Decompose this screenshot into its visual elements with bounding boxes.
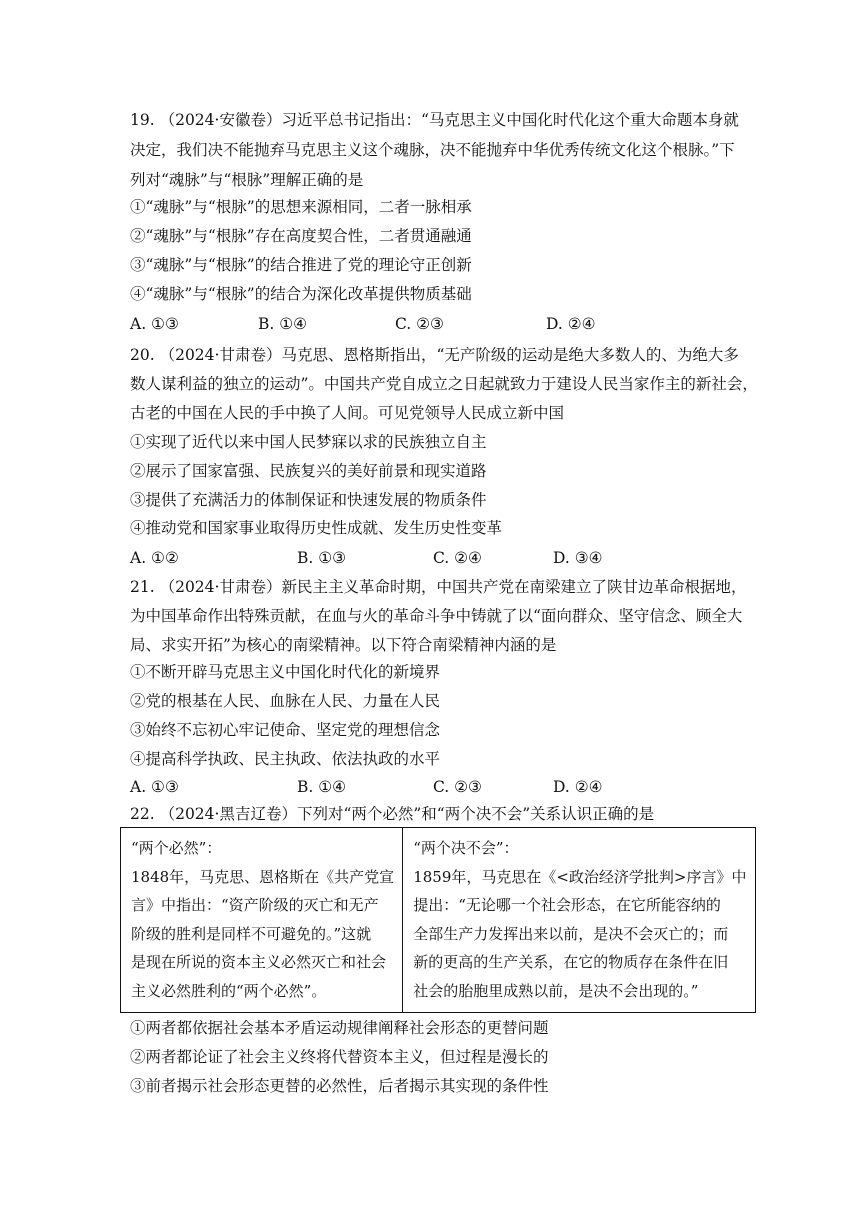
question-20-option-a: A. ①②	[130, 549, 179, 567]
table-right-line: 社会的胎胞里成熟以前，是决不会出现的。”	[413, 981, 699, 1000]
table-left-line: “两个必然”：	[131, 839, 222, 857]
table-left-line: 主义必然胜利的“两个必然”。	[131, 981, 327, 1000]
question-19-option-a: A. ①③	[130, 315, 179, 333]
question-20-option-d: D. ③④	[553, 549, 603, 567]
question-20-statement-1: ①实现了近代以来中国人民梦寐以求的民族独立自主	[130, 433, 487, 451]
question-19-stem-line-2: 决定，我们决不能抛弃马克思主义这个魂脉，决不能抛弃中华优秀传统文化这个根脉。”下	[130, 141, 735, 159]
question-21-statement-4: ④提高科学执政、民主执政、依法执政的水平	[130, 750, 441, 768]
question-21-option-a: A. ①③	[130, 778, 179, 796]
table-cell-right	[403, 828, 755, 1013]
question-21-option-b: B. ①④	[297, 778, 347, 796]
question-22-statement-3: ③前者揭示社会形态更替的必然性，后者揭示其实现的条件性	[130, 1077, 549, 1095]
question-20-stem-line-1: 20. （2024·甘肃卷）马克思、恩格斯指出，“无产阶级的运动是绝大多数人的、为绝大多	[130, 346, 739, 364]
question-19-stem-line-3: 列对“魂脉”与“根脉”理解正确的是	[130, 171, 364, 189]
question-20-statement-2: ②展示了国家富强、民族复兴的美好前景和现实道路	[130, 462, 487, 480]
question-21-stem-line-1: 21. （2024·甘肃卷）新民主主义革命时期，中国共产党在南梁建立了陕甘边革命根据地，	[130, 578, 747, 596]
question-19-stem-line-1: 19. （2024·安徽卷）习近平总书记指出：“马克思主义中国化时代化这个重大命题本身就	[130, 111, 739, 129]
table-right-line: 提出：“无论哪一个社会形态，在它所能容纳的	[413, 896, 721, 914]
question-21-stem-line-2: 为中国革命作出特殊贡献，在血与火的革命斗争中铸就了以“面向群众、坚守信念、顾全大	[130, 607, 743, 625]
question-21-statement-3: ③始终不忘初心牢记使命、坚定党的理想信念	[130, 721, 441, 739]
question-21-statement-2: ②党的根基在人民、血脉在人民、力量在人民	[130, 692, 441, 710]
question-22-statement-1: ①两者都依据社会基本矛盾运动规律阐释社会形态的更替问题	[130, 1019, 549, 1037]
question-21-option-c: C. ②③	[433, 778, 482, 796]
table-cell-left	[121, 828, 403, 1013]
table-right-line: 新的更高的生产关系，在它的物质存在条件在旧	[413, 953, 729, 971]
question-22-stem-line-1: 22. （2024·黑吉辽卷）下列对“两个必然”和“两个决不会”关系认识正确的是	[130, 805, 655, 823]
question-19-option-c: C. ②③	[395, 315, 444, 333]
question-19-statement-3: ③“魂脉”与“根脉”的结合推进了党的理论守正创新	[130, 256, 472, 274]
question-22-statement-2: ②两者都论证了社会主义终将代替资本主义，但过程是漫长的	[130, 1048, 549, 1066]
question-20-option-b: B. ①③	[297, 549, 347, 567]
question-19-statement-2: ②“魂脉”与“根脉”存在高度契合性，二者贯通融通	[130, 227, 472, 245]
table-right-line: “两个决不会”：	[413, 839, 519, 857]
table-left-line: 阶级的胜利是同样不可避免的。”这就	[131, 924, 372, 943]
question-19-statement-1: ①“魂脉”与“根脉”的思想来源相同，二者一脉相承	[130, 198, 472, 216]
question-20-stem-line-3: 古老的中国在人民的手中换了人间。可见党领导人民成立新中国	[130, 404, 565, 422]
question-21-statement-1: ①不断开辟马克思主义中国化时代化的新境界	[130, 663, 441, 681]
table-left-line: 是现在所说的资本主义必然灭亡和社会	[131, 953, 387, 971]
table-left-line: 言》中指出：“资产阶级的灭亡和无产	[131, 896, 379, 914]
comparison-table	[120, 827, 756, 1013]
question-19-option-b: B. ①④	[258, 315, 308, 333]
table-left-line: 1848年，马克思、恩格斯在《共产党宣	[131, 867, 395, 886]
question-21-stem-line-3: 局、求实开拓”为核心的南梁精神。以下符合南梁精神内涵的是	[130, 636, 557, 654]
question-20-statement-3: ③提供了充满活力的体制保证和快速发展的物质条件	[130, 491, 487, 509]
question-19-statement-4: ④“魂脉”与“根脉”的结合为深化改革提供物质基础	[130, 285, 472, 303]
question-20-statement-4: ④推动党和国家事业取得历史性成就、发生历史性变革	[130, 519, 503, 537]
question-20-option-c: C. ②④	[433, 549, 482, 567]
table-right-line: 1859年，马克思在《<政治经济学批判>序言》中	[413, 867, 747, 886]
question-20-stem-line-2: 数人谋利益的独立的运动”。中国共产党自成立之日起就致力于建设人民当家作主的新社会，	[130, 375, 758, 393]
table-right-line: 全部生产力发挥出来以前，是决不会灭亡的；而	[413, 924, 729, 943]
question-21-option-d: D. ②④	[553, 778, 603, 796]
question-19-option-d: D. ②④	[546, 315, 596, 333]
